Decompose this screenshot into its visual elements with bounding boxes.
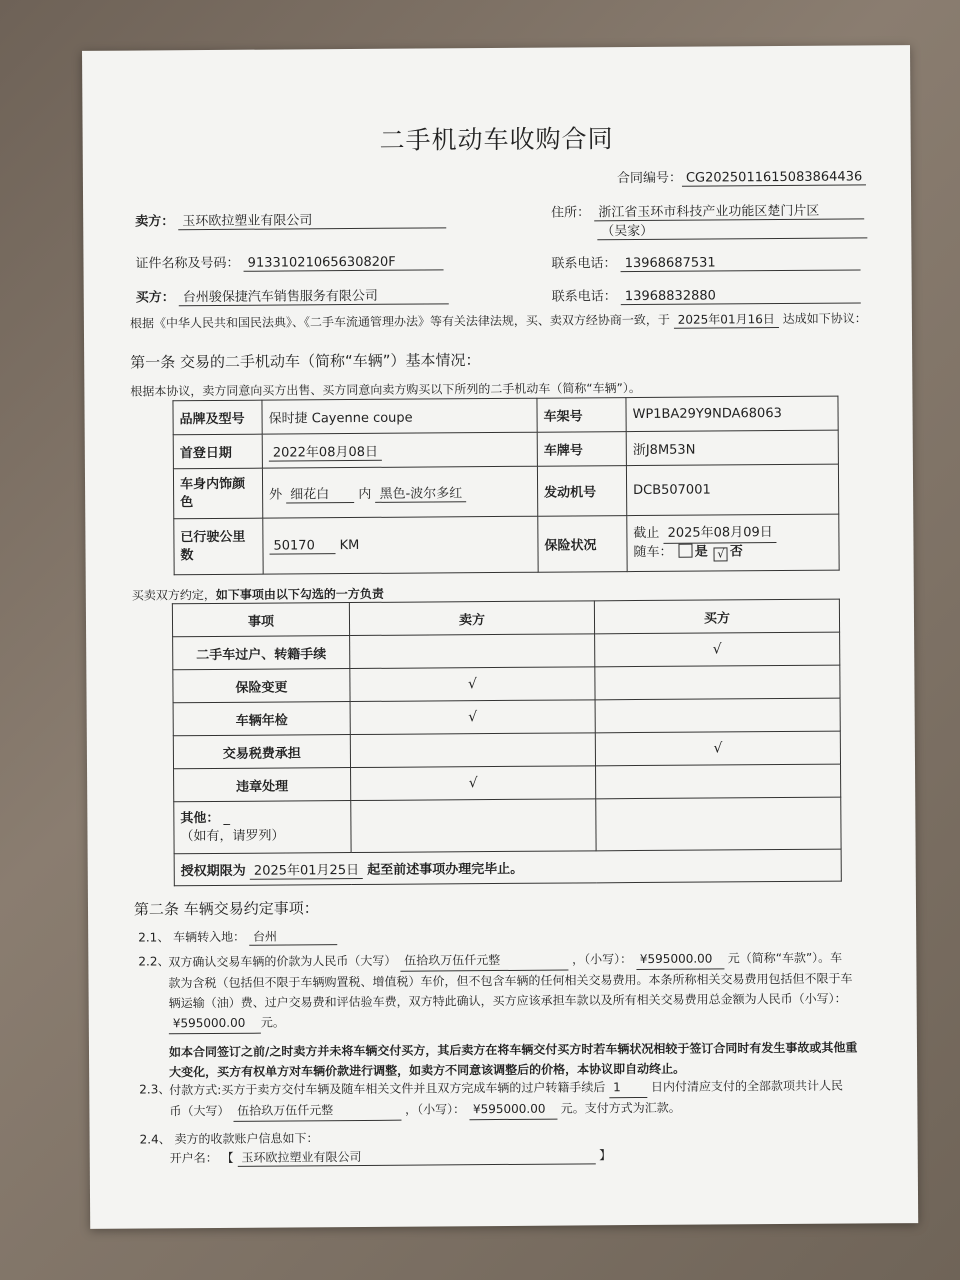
clause-2-2-num: 2.2、 xyxy=(138,954,170,969)
intro-line: 根据《中华人民共和国民法典》、《二手车流通管理办法》等有关法律法规，买、卖双方经协商一致，于 2025年01月16日 达成如下协议： xyxy=(129,311,867,331)
insurance-value: 截止 2025年08月09日 随车： 是 √ 否 xyxy=(627,514,839,571)
buyer-phone: 联系电话： 13968832880 xyxy=(552,283,861,305)
table-row: 交易税费承担 √ xyxy=(173,731,840,769)
clause-2-1: 2.1、 车辆转入地： 台州 xyxy=(138,927,337,946)
vin-value: WP1BA29Y9NDA68063 xyxy=(626,396,838,431)
table-row: 违章处理 √ xyxy=(174,764,841,802)
seller-address-line2: （吴家） xyxy=(597,218,867,240)
reg-date-value: 2022年08月08日 xyxy=(262,432,537,468)
table-row-other: 其他： _ （如有，请罗列） xyxy=(174,797,841,854)
clause-2-2: 双方确认交易车辆的价款为人民币（大写） 伍拾玖万伍仟元整 ，（小写）： ¥595000.00 元（简称“车款”）。车 款为含税（包括但不限于车辆购置税、增值税）车价，但不包含车辆的任何相关交易费用。本条所称相关交易费用包括但不限于车 辆运输（油）费、过户交易费和评估验车费，双方特此确认，买方应该承担车款以及所有相关交易费用总金额为人民币（小写）： ¥595000.00 元。 如本合同签订之前/之时卖方并未将车辆交付买方，其后卖方在将车辆交付买方时若车辆状况相较于签订合同时有发生事故或其他重 大变化，买方有权单方对车辆价款进行调整，如卖方不同意该调整后的价格，本协议即自动终止。 xyxy=(168,948,857,1083)
buyer-name: 台州骏保捷汽车销售服务有限公司 xyxy=(179,284,449,306)
id-value: 91331021065630820F xyxy=(244,254,444,271)
contract-number: 合同编号： CG20250116150838644​36 xyxy=(617,165,866,187)
account-holder: 开户名： 【 玉环欧拉塑业有限公司 】 xyxy=(169,1148,612,1166)
table-row: 保险变更 √ xyxy=(173,665,840,703)
seller-address: 住所： 浙江省玉环市科技产业功能区楚门片区 xyxy=(551,199,864,221)
clause-2-3-num: 2.3、 xyxy=(139,1082,171,1097)
contract-page xyxy=(82,45,918,1229)
duty-intro: 买卖双方约定，如下事项由以下勾选的一方负责 xyxy=(131,586,384,603)
vehicle-table: 品牌及型号 保时捷 Cayenne coupe 车架号 WP1BA29Y9NDA68063 首登日期 2022年08月08日 车牌号 浙J8M53N 车身内饰颜色 外 细花白 内 黑色-波尔多红 发动机号 DCB507001 已行驶公里数 50170 KM 保险状况 截止 2025年08月09日 随车： 是 √ 否 xyxy=(172,396,839,576)
table-row: 二手车过户、转籍手续 √ xyxy=(173,632,840,670)
authorization-row: 授权期限为 2025年01月25日 起至前述事项办理完毕止。 xyxy=(174,849,841,886)
clause-2-4: 2.4、 卖方的收款账户信息如下： xyxy=(139,1131,319,1147)
duty-table: 事项 卖方 买方 二手车过户、转籍手续 √ 保险变更 √ 车辆年检 √ 交易税费承担 √ 违章处理 √ 其他： _ （如有，请罗列） 授权期限为 2025年01月25日 起至前述事项办理完毕止。 xyxy=(172,599,842,887)
article-1-title: 第一条 交易的二手机动车（简称“车辆”）基本情况： xyxy=(130,351,481,372)
insurance-yes-checkbox[interactable] xyxy=(679,544,693,558)
buyer-row: 买方： 台州骏保捷汽车销售服务有限公司 xyxy=(136,284,449,306)
engine-value: DCB507001 xyxy=(626,464,838,515)
seller-phone: 联系电话： 13968687531 xyxy=(551,250,860,272)
article-2-title: 第二条 车辆交易约定事项： xyxy=(133,899,319,919)
brand-value: 保时捷 Cayenne coupe xyxy=(262,398,537,434)
contract-number-value: CG20250116150838644​36 xyxy=(682,169,866,186)
km-value: 50170 KM xyxy=(263,516,538,574)
plate-value: 浙J8M53N xyxy=(626,430,838,465)
page-title: 二手机动车收购合同 xyxy=(379,124,614,155)
id-row: 证件名称及号码： 91331021065630820F xyxy=(135,250,443,272)
color-value: 外 细花白 内 黑色-波尔多红 xyxy=(262,466,537,518)
insurance-no-checkbox[interactable]: √ xyxy=(714,547,728,561)
seller-row: 卖方： 玉环欧拉塑业有限公司 xyxy=(135,208,446,230)
seller-name: 玉环欧拉塑业有限公司 xyxy=(178,208,446,230)
article-1-intro: 根据本协议，卖方同意向买方出售、买方同意向卖方购买以下所列的二手机动车（简称“车辆”）。 xyxy=(130,380,641,399)
table-row: 车辆年检 √ xyxy=(173,698,840,736)
clause-2-3: 付款方式:买方于卖方交付车辆及随车相关文件并且双方完成车辆的过户转籍手续后 1 日内付清应支付的全部款项共计人民 币（大写） 伍拾玖万伍仟元整 ，（小写）： ¥595000.00 元。支付方式为汇款。 xyxy=(169,1076,843,1123)
